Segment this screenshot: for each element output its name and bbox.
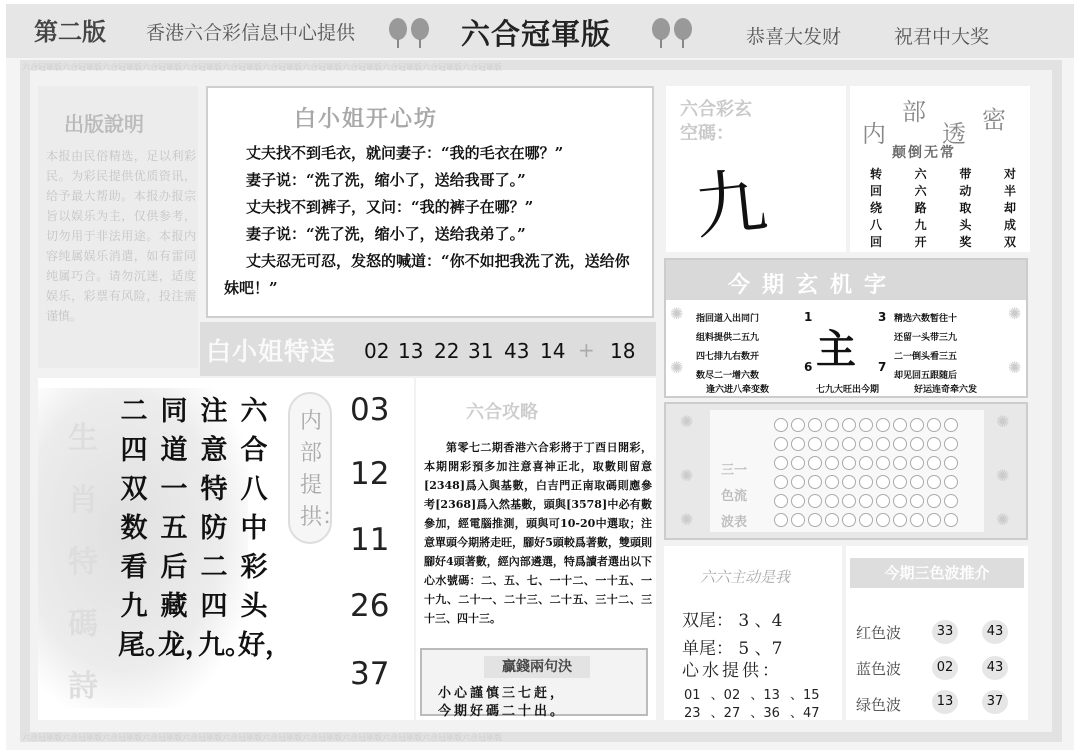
joke-line: 妻子说：“洗了洗，缩小了，送给我哥了。” — [246, 171, 526, 189]
border-pattern: 六合冠軍版六合冠軍版六合冠軍版六合冠軍版六合冠軍版六合冠軍版六合冠軍版六合冠軍版六合冠軍版六合冠軍版六合冠軍版六合冠軍版 — [22, 63, 502, 72]
dot-cell — [876, 437, 890, 451]
dot-cell — [859, 494, 873, 508]
verse-line: 数尽二一增六数 — [696, 371, 760, 381]
mystic-code-title: 六合彩玄空碼： — [680, 99, 752, 144]
publication-body: 本报由民俗精选，足以利彩民。为彩民提供优质资讯，给予最大帮助。本报办报宗旨以娱乐为主，仅供参考，切勿用于非法用途。本报内容纯属娱乐消遣，如有雷同纯属巧合。请勿沉迷，适度娱乐，彩票有风险，投注需谨慎。 — [46, 149, 196, 323]
insider-row — [870, 166, 1016, 183]
publication-note — [38, 86, 198, 368]
publication-title: 出版說明 — [64, 112, 144, 136]
insider-cell: 对 — [1003, 167, 1016, 181]
dot-cell — [842, 437, 856, 451]
poem-number: 37 — [350, 656, 390, 692]
zodiac-poem — [38, 378, 414, 720]
dot-cell — [825, 475, 839, 489]
insider-cell: 绕 — [870, 201, 883, 215]
winning-tips-title: 贏錢兩句決 — [484, 656, 590, 678]
lantern-icon — [389, 18, 407, 40]
insider-cell: 取 — [959, 201, 972, 215]
dot-cell — [808, 513, 822, 527]
star-icon: ✺ — [1008, 304, 1022, 323]
dot-cell — [808, 437, 822, 451]
insider-cell: 回 — [870, 184, 883, 198]
dot-cell — [859, 418, 873, 432]
star-icon: ✺ — [680, 466, 694, 485]
source-label: 香港六合彩信息中心提供 — [146, 22, 356, 44]
poem-side-title: 生肖特碼詩 — [68, 421, 98, 704]
heart-pick-label: 心水提供： — [682, 661, 782, 681]
dot-cell — [893, 418, 907, 432]
winning-tip-line: 今期好碼二十出。 — [438, 704, 567, 719]
dot-row — [774, 418, 980, 432]
verse-line: 四七排九右数开 — [696, 352, 760, 362]
strategy-box — [416, 378, 656, 720]
insider-row — [870, 217, 1016, 234]
insider-title-char: 内 — [862, 120, 886, 148]
number-ball: 02 — [932, 656, 958, 680]
border-pattern: 六合冠軍版六合冠軍版六合冠軍版六合冠軍版六合冠軍版六合冠軍版六合冠軍版六合冠軍版六合冠軍版六合冠軍版六合冠軍版六合冠軍版 — [22, 733, 502, 742]
dot-cell — [944, 418, 958, 432]
dot-cell — [893, 456, 907, 470]
dot-cell — [842, 456, 856, 470]
star-icon: ✺ — [680, 510, 694, 529]
dot-cell — [791, 475, 805, 489]
dot-cell — [876, 456, 890, 470]
double-tail-row — [682, 606, 782, 631]
insider-cell: 八 — [870, 218, 883, 232]
double-tail-values: 3 、4 — [738, 611, 783, 631]
dot-cell — [774, 418, 788, 432]
dot-cell — [910, 494, 924, 508]
strategy-body: 第零七二期香港六合彩將于丁酉日開彩，本期開彩預多加注意喜神正北，取數則留意[2348]爲入與基數，白吉門正南取碼則應參考[2368]爲入然基數，頭與[3578]中必有數參加，經電腦推測，頭與可10-20中選取；注意單頭今期將走旺，腳好5頭較爲著數，雙頭則腳好4頭著數，經內部遴選，特爲讀者選出以下心水號碼：二、五、七、一十二、一十五、一十九、二十一、二十三、二十五、三十二、三十三、四十三。 — [424, 441, 652, 625]
number-ball: 33 — [932, 620, 958, 644]
star-icon: ✺ — [670, 304, 684, 323]
single-tail-label: 单尾： — [682, 639, 733, 659]
insider-cell: 六 — [914, 167, 927, 181]
dot-row — [774, 513, 980, 527]
dot-cell — [808, 475, 822, 489]
joke-line: 丈夫忍无可忍，发怒的喊道：“你不如把我洗了洗，送给你妹吧！” — [224, 252, 630, 297]
lantern-icon — [411, 18, 429, 40]
mystery-number: 7 — [878, 360, 887, 374]
dot-cell — [927, 418, 941, 432]
poem-column: 注意特防二四九。 — [198, 396, 252, 661]
dot-cell — [944, 456, 958, 470]
single-tail-values: 5 、7 — [738, 639, 783, 659]
dot-cell — [774, 513, 788, 527]
dot-cell — [893, 475, 907, 489]
dot-cell — [910, 475, 924, 489]
greeting-2: 祝君中大奖 — [894, 26, 990, 48]
dot-cell — [791, 418, 805, 432]
special-number: 31 — [468, 339, 494, 363]
mystery-left-verse — [696, 310, 792, 386]
wave-dot-grid — [774, 418, 980, 532]
joke-box — [206, 86, 654, 318]
dot-cell — [910, 418, 924, 432]
plus-sign: + — [578, 338, 595, 362]
winning-tip-line: 小心謹慎三七赶， — [438, 686, 567, 701]
mystery-number: 6 — [804, 360, 813, 374]
dot-cell — [859, 456, 873, 470]
dot-cell — [791, 494, 805, 508]
bonus-number: 18 — [610, 339, 636, 363]
dot-cell — [808, 418, 822, 432]
dot-cell — [944, 475, 958, 489]
verse-line: 二一倒头看三五 — [894, 352, 958, 362]
dot-row — [774, 437, 980, 451]
mystery-word-box — [664, 258, 1028, 398]
dot-cell — [825, 494, 839, 508]
dot-cell — [791, 513, 805, 527]
insider-title-char: 部 — [902, 98, 926, 126]
dot-cell — [893, 513, 907, 527]
poem-column: 六合八中彩头好， — [238, 396, 292, 661]
star-icon: ✺ — [680, 412, 694, 431]
star-icon: ✺ — [996, 412, 1010, 431]
insider-title-char: 透 — [942, 120, 966, 148]
dot-cell — [944, 437, 958, 451]
insider-cell: 九 — [914, 218, 927, 232]
star-icon: ✺ — [1008, 358, 1022, 377]
poem-number: 11 — [350, 522, 390, 558]
insider-row — [870, 234, 1016, 251]
mystic-code-char: 九 — [690, 158, 771, 250]
joke-title: 白小姐开心坊 — [294, 106, 439, 132]
special-number: 14 — [540, 339, 566, 363]
dot-cell — [927, 437, 941, 451]
greeting-1: 恭喜大发财 — [746, 26, 842, 48]
double-tail-label: 双尾： — [682, 611, 733, 631]
number-ball: 37 — [982, 690, 1008, 714]
dot-cell — [842, 513, 856, 527]
special-label: 白小姐特送 — [206, 337, 337, 366]
dot-cell — [927, 456, 941, 470]
joke-body — [224, 140, 644, 302]
tail-numbers-box — [664, 546, 842, 720]
mystery-title: 今期玄机字 — [728, 272, 899, 298]
number-ball: 43 — [982, 620, 1008, 644]
poem-number: 03 — [350, 392, 390, 428]
brand-title: 六合冠軍版 — [461, 17, 612, 51]
color-wave-title: 今期三色波推介 — [850, 558, 1024, 588]
special-number: 22 — [434, 339, 460, 363]
dot-cell — [842, 494, 856, 508]
star-icon: ✺ — [670, 358, 684, 377]
wave-table-inner — [710, 410, 984, 532]
insider-cell: 成 — [1003, 218, 1016, 232]
insider-title-char: 密 — [982, 106, 1006, 134]
dot-cell — [791, 456, 805, 470]
insider-cell: 开 — [914, 235, 927, 249]
dot-cell — [859, 437, 873, 451]
dot-cell — [825, 418, 839, 432]
dot-cell — [791, 437, 805, 451]
green-wave-label: 绿色波 — [856, 696, 902, 714]
insider-cell: 转 — [870, 167, 883, 181]
dot-cell — [825, 456, 839, 470]
mystery-right-verse — [894, 310, 1004, 386]
mystery-footer: 七九大旺出今期 — [816, 385, 880, 395]
dot-cell — [859, 475, 873, 489]
star-icon: ✺ — [996, 510, 1010, 529]
lantern-icon — [652, 18, 670, 40]
insider-box — [850, 86, 1030, 252]
insider-cell: 头 — [959, 218, 972, 232]
verse-line: 还留一头带三九 — [894, 333, 958, 343]
dot-cell — [910, 437, 924, 451]
insider-cell: 回 — [870, 235, 883, 249]
red-wave-label: 红色波 — [856, 624, 902, 642]
number-ball: 13 — [932, 690, 958, 714]
dot-cell — [842, 418, 856, 432]
heart-pick-numbers: 01 、02 、13 、15 — [684, 688, 820, 703]
dot-cell — [944, 494, 958, 508]
dot-cell — [876, 494, 890, 508]
color-wave-table — [664, 402, 1028, 540]
joke-line: 丈夫找不到裤子，又问：“我的裤子在哪？” — [246, 198, 534, 216]
poem-number: 12 — [350, 456, 390, 492]
special-numbers-bar — [200, 322, 656, 376]
insider-subtitle: 颠倒无常 — [892, 145, 956, 161]
insider-cell: 带 — [959, 167, 972, 181]
dot-cell — [808, 456, 822, 470]
special-number: 02 — [364, 339, 390, 363]
star-icon: ✺ — [996, 466, 1010, 485]
dot-cell — [774, 437, 788, 451]
dot-cell — [910, 456, 924, 470]
dot-row — [774, 456, 980, 470]
insider-cell: 路 — [914, 201, 927, 215]
dot-cell — [774, 475, 788, 489]
dot-cell — [859, 513, 873, 527]
blue-wave-label: 蓝色波 — [856, 660, 902, 678]
dot-cell — [825, 513, 839, 527]
dot-cell — [927, 494, 941, 508]
wave-table-label: 三一色流波表 — [720, 463, 747, 530]
dot-cell — [842, 475, 856, 489]
inner-supply-label: 内部提拱： — [300, 409, 345, 530]
mystery-main-char: 主 — [816, 326, 856, 373]
verse-line: 精选六数暂往十 — [894, 314, 958, 324]
dot-cell — [893, 494, 907, 508]
mystery-number: 1 — [804, 310, 813, 324]
mystery-footer: 好运连奇牵六发 — [914, 385, 978, 395]
dot-cell — [876, 475, 890, 489]
insider-row — [870, 183, 1016, 200]
insider-cell: 双 — [1003, 235, 1016, 249]
joke-line: 丈夫找不到毛衣，就问妻子：“我的毛衣在哪？” — [246, 144, 564, 162]
dot-cell — [944, 513, 958, 527]
dot-cell — [825, 437, 839, 451]
insider-cell: 六 — [914, 184, 927, 198]
dot-cell — [876, 513, 890, 527]
dot-cell — [893, 437, 907, 451]
insider-cell: 半 — [1003, 184, 1016, 198]
lantern-icon — [674, 18, 692, 40]
verse-line: 却见回五跟随后 — [894, 371, 958, 381]
insider-row — [870, 200, 1016, 217]
insider-cell: 奖 — [959, 235, 972, 249]
mystery-footer: 逢六进八牵变数 — [706, 385, 770, 395]
strategy-title: 六合攻略 — [466, 402, 538, 423]
dot-row — [774, 494, 980, 508]
mystic-code-box — [666, 86, 846, 252]
dot-row — [774, 475, 980, 489]
special-number: 13 — [398, 339, 424, 363]
dot-cell — [774, 494, 788, 508]
insider-cell: 却 — [1003, 201, 1016, 215]
dot-cell — [876, 418, 890, 432]
mystery-number: 3 — [878, 310, 887, 324]
dot-cell — [927, 475, 941, 489]
dot-cell — [910, 513, 924, 527]
joke-line: 妻子说：“洗了洗，缩小了，送给我弟了。” — [246, 225, 526, 243]
poem-column: 二四双数看九尾。 — [118, 396, 172, 661]
poem-number: 26 — [350, 588, 390, 624]
heart-pick-numbers: 23 、27 、36 、47 — [684, 706, 820, 721]
page-header — [6, 4, 1074, 58]
insider-grid — [870, 166, 1016, 251]
handwritten-note: 六六主动是我 — [700, 568, 791, 586]
winning-tips-box — [420, 648, 648, 719]
verse-line: 指回道入出同门 — [696, 314, 760, 324]
edition-label: 第二版 — [34, 17, 106, 46]
three-color-wave-box — [846, 546, 1028, 720]
verse-line: 组料提供二五九 — [696, 333, 760, 343]
dot-cell — [927, 513, 941, 527]
number-ball: 43 — [982, 656, 1008, 680]
dot-cell — [774, 456, 788, 470]
insider-cell: 动 — [959, 184, 972, 198]
poem-column: 同道一五后藏龙， — [158, 396, 212, 661]
dot-cell — [808, 494, 822, 508]
special-number: 43 — [504, 339, 530, 363]
